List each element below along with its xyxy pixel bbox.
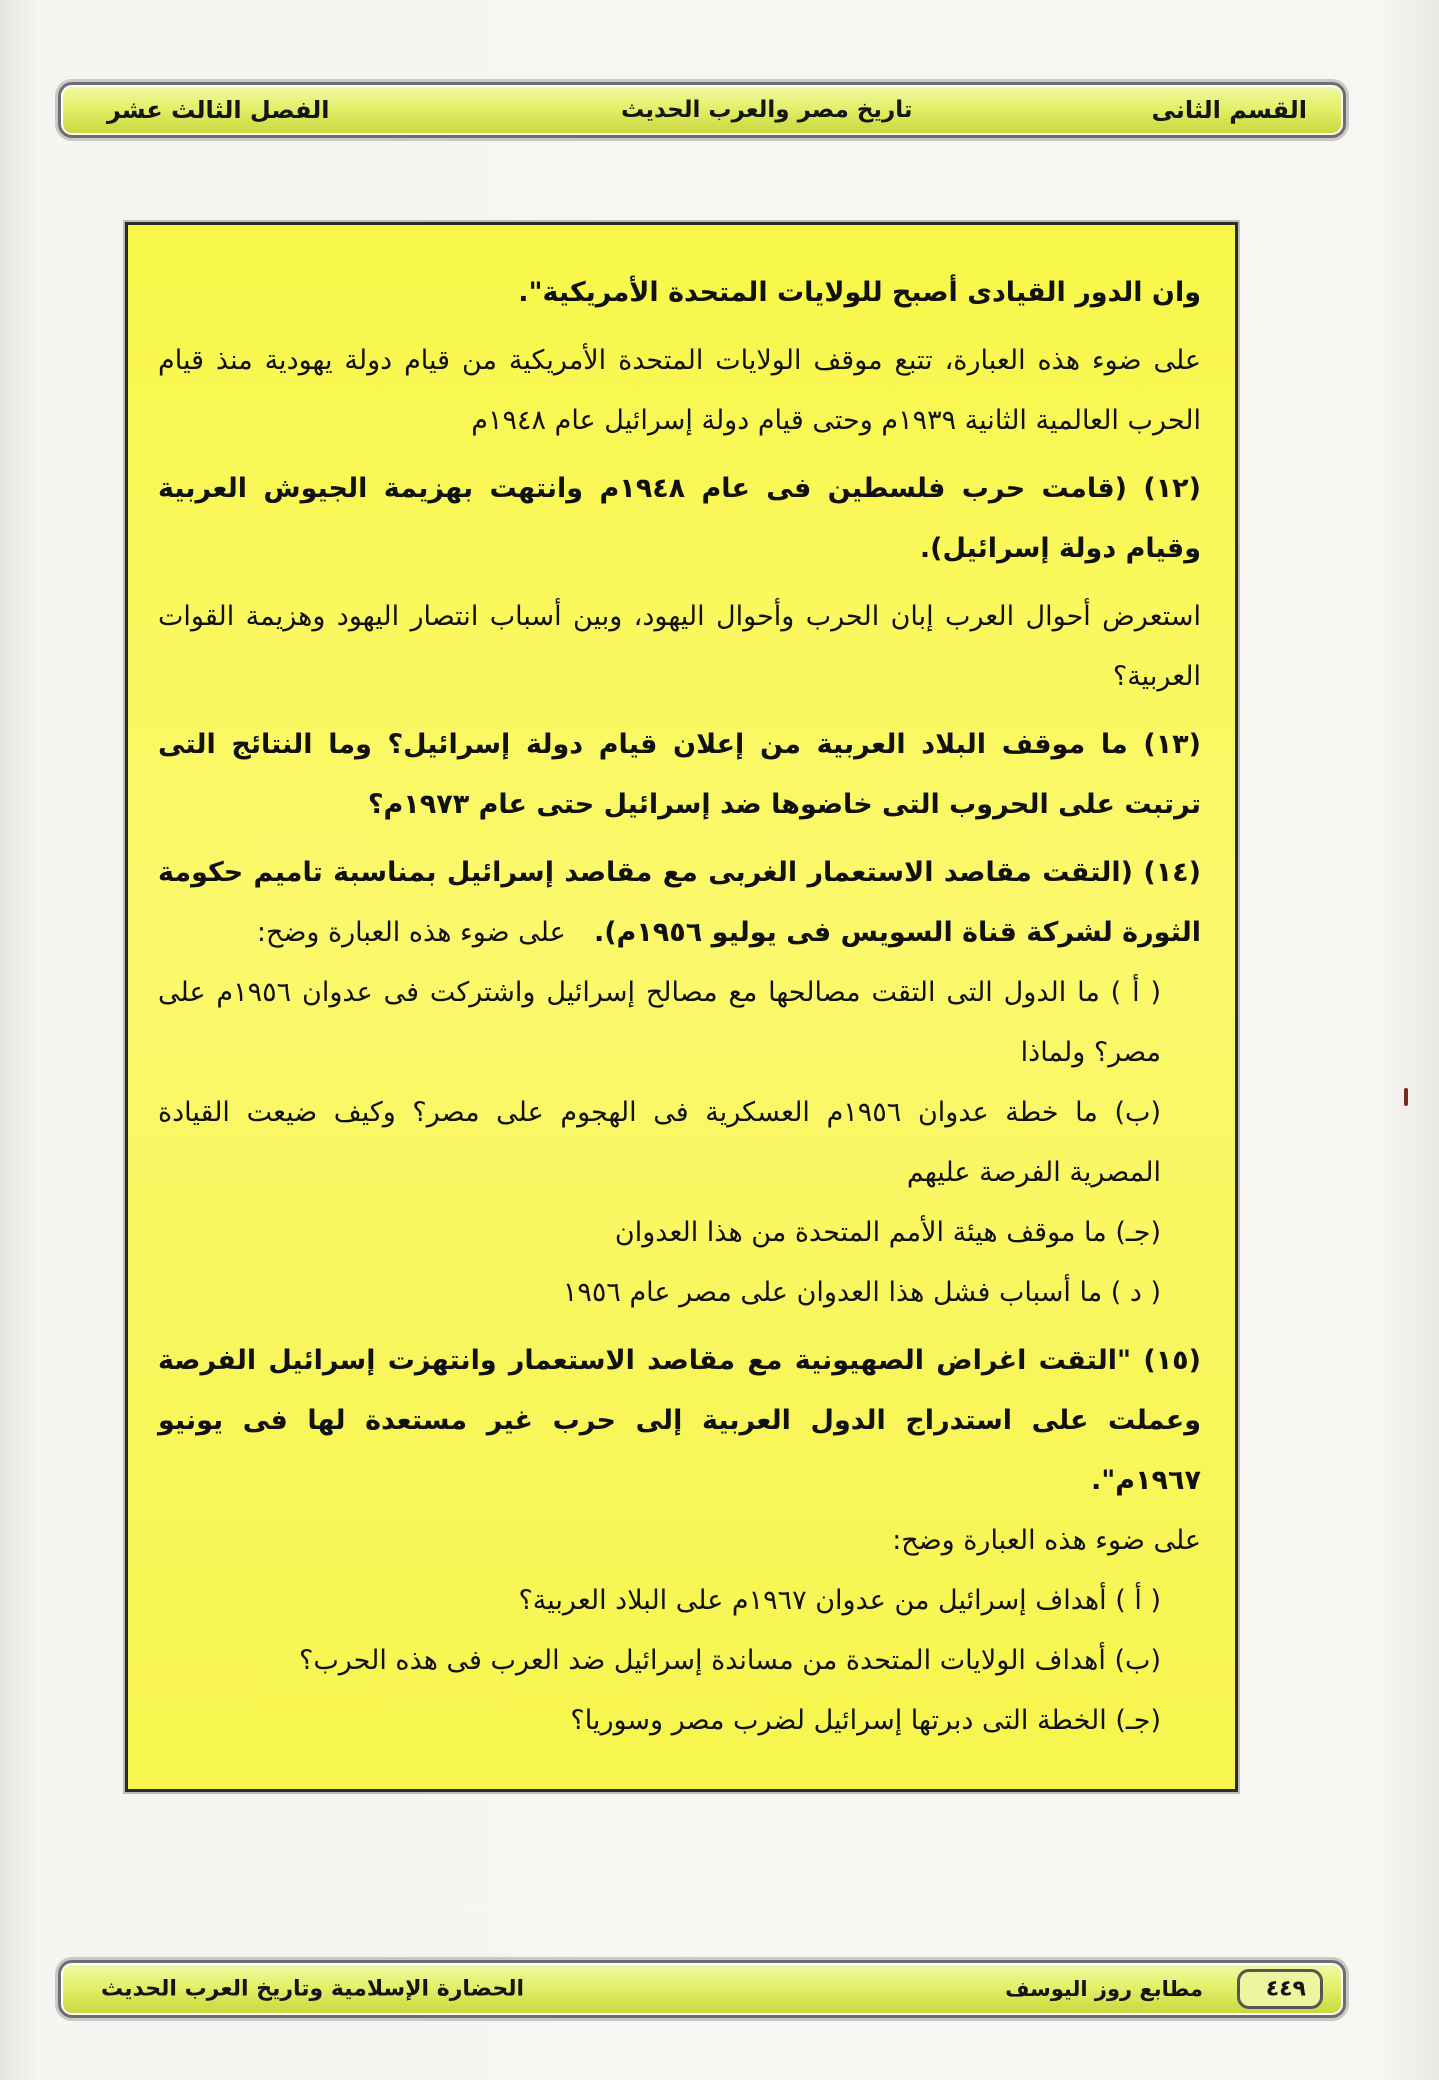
footer-publisher: مطابع روز اليوسف bbox=[1005, 1977, 1203, 2001]
margin-mark bbox=[1404, 1088, 1408, 1106]
header-book-title: تاريخ مصر والعرب الحديث bbox=[621, 97, 913, 123]
question-13: (١٣) ما موقف البلاد العربية من إعلان قيام دولة إسرائيل؟ وما النتائج التى ترتبت على الحروب التى خاضوها ضد إسرائيل حتى عام ١٩٧٣م؟ bbox=[158, 729, 1201, 820]
question-14-text: (١٤) (التقت مقاصد الاستعمار الغربى مع مقاصد إسرائيل بمناسبة تاميم حكومة الثورة لشركة قناة السويس فى يوليو ١٩٥٦م). bbox=[158, 857, 1201, 948]
question-12: (١٢) (قامت حرب فلسطين فى عام ١٩٤٨م وانتهت بهزيمة الجيوش العربية وقيام دولة إسرائيل). bbox=[158, 473, 1201, 564]
header-chapter-label: الفصل الثالث عشر bbox=[107, 96, 330, 124]
sub-question: (جـ) ما موقف هيئة الأمم المتحدة من هذا العدوان bbox=[614, 1217, 1161, 1248]
sub-question: (ب) ما خطة عدوان ١٩٥٦م العسكرية فى الهجوم على مصر؟ وكيف ضيعت القيادة المصرية الفرصة عليهم bbox=[158, 1097, 1161, 1188]
sub-question: (ب) أهداف الولايات المتحدة من مساندة إسرائيل ضد العرب فى هذه الحرب؟ bbox=[299, 1645, 1161, 1676]
page-footer-bar bbox=[58, 1960, 1346, 2018]
paragraph: استعرض أحوال العرب إبان الحرب وأحوال اليهود، وبين أسباب انتصار اليهود وهزيمة القوات العربية؟ bbox=[158, 601, 1201, 692]
questions-panel bbox=[125, 222, 1238, 1792]
paragraph: وان الدور القيادى أصبح للولايات المتحدة الأمريكية". bbox=[518, 277, 1201, 308]
sub-question: ( أ ) ما الدول التى التقت مصالحها مع مصالح إسرائيل واشتركت فى عدوان ١٩٥٦م على مصر؟ ولماذا bbox=[158, 977, 1161, 1068]
paragraph: على ضوء هذه العبارة، تتبع موقف الولايات المتحدة الأمريكية من قيام دولة يهودية منذ قيام الحرب العالمية الثانية ١٩٣٩م وحتى قيام دولة إسرائيل عام ١٩٤٨م bbox=[158, 345, 1201, 436]
question-14-prompt: على ضوء هذه العبارة وضح: bbox=[256, 917, 566, 948]
paragraph: على ضوء هذه العبارة وضح: bbox=[892, 1525, 1201, 1556]
sub-question: (جـ) الخطة التى دبرتها إسرائيل لضرب مصر وسوريا؟ bbox=[570, 1705, 1161, 1736]
page-number-box bbox=[1237, 1969, 1323, 2009]
sub-question: ( د ) ما أسباب فشل هذا العدوان على مصر عام ١٩٥٦ bbox=[562, 1277, 1161, 1308]
page-header-bar bbox=[58, 82, 1346, 138]
question-15: (١٥) "التقت اغراض الصهيونية مع مقاصد الاستعمار وانتهزت إسرائيل الفرصة وعملت على استدراج الدول العربية إلى حرب غير مستعدة لها فى يونيو ١٩٦٧م". bbox=[158, 1345, 1201, 1496]
question-14 bbox=[158, 843, 1201, 963]
header-section-label: القسم الثانى bbox=[1151, 96, 1307, 124]
page-number: ٤٤٩ bbox=[1265, 1976, 1306, 2002]
sub-question: ( أ ) أهداف إسرائيل من عدوان ١٩٦٧م على البلاد العربية؟ bbox=[518, 1585, 1161, 1616]
footer-book-title: الحضارة الإسلامية وتاريخ العرب الحديث bbox=[101, 1976, 524, 2002]
